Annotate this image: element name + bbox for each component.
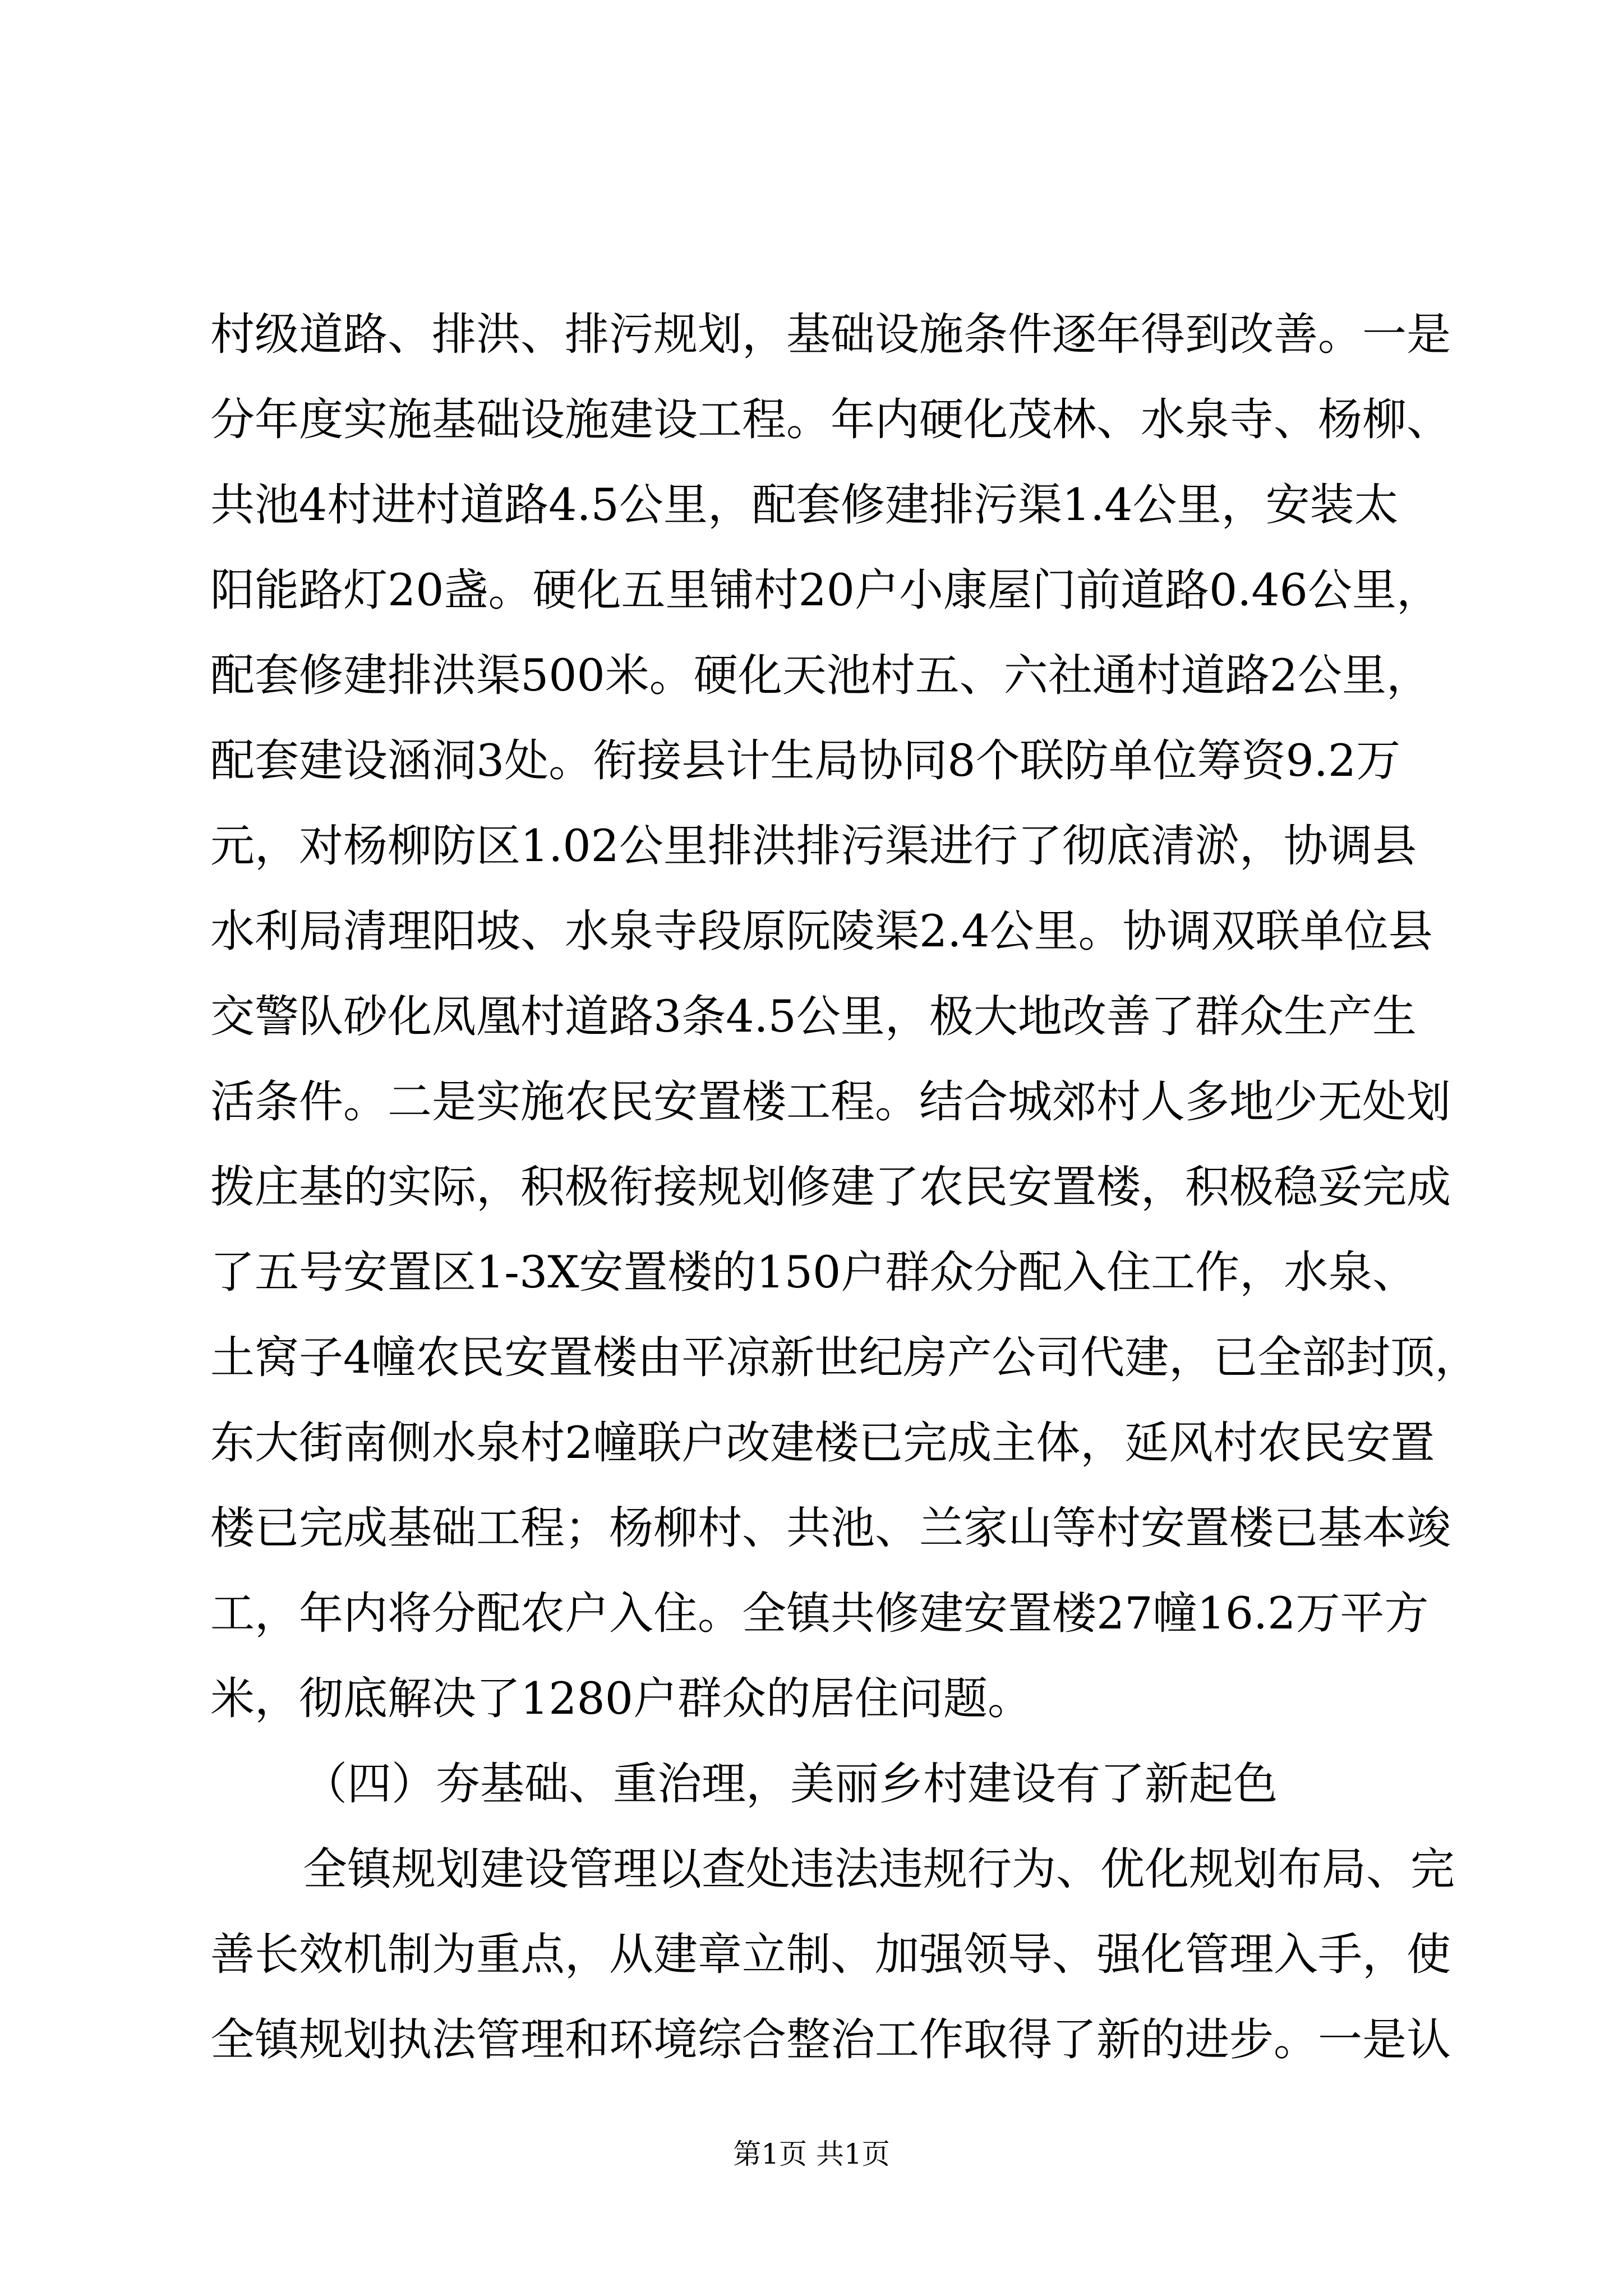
page-number-footer: 第1页 共1页 [733,2138,890,2170]
body-line-19: 全镇规划建设管理以查处违法违规行为、优化规划布局、完 [303,1843,1455,1895]
body-line-13: 土窝子4幢农民安置楼由平凉新世纪房产公司代建，已全部封顶， [210,1332,1479,1383]
body-line-15: 楼已完成基础工程；杨柳村、共池、兰家山等村安置楼已基本竣 [210,1502,1451,1554]
body-line-17: 米，彻底解决了1280户群众的居住问题。 [210,1673,1032,1724]
body-line-16: 工，年内将分配农户入住。全镇共修建安置楼27幢16.2万平方 [210,1588,1429,1639]
body-line-10: 活条件。二是实施农民安置楼工程。结合城郊村人多地少无处划 [210,1076,1451,1128]
body-line-20: 善长效机制为重点，从建章立制、加强领导、强化管理入手，使 [210,1929,1451,1980]
body-line-2: 分年度实施基础设施建设工程。年内硬化茂林、水泉寺、杨柳、 [210,394,1451,445]
body-line-11: 拨庄基的实际，积极衔接规划修建了农民安置楼，积极稳妥完成 [210,1161,1451,1213]
body-line-8: 水利局清理阳坡、水泉寺段原阮陵渠2.4公里。协调双联单位县 [210,905,1433,957]
body-line-6: 配套建设涵洞3处。衔接县计生局协同8个联防单位筹资9.2万 [210,735,1401,786]
body-line-1: 村级道路、排洪、排污规划，基础设施条件逐年得到改善。一是 [210,309,1451,360]
body-line-7: 元，对杨柳防区1.02公里排洪排污渠进行了彻底清淤，协调县 [210,820,1417,872]
body-line-21: 全镇规划执法管理和环境综合整治工作取得了新的进步。一是认 [210,2014,1451,2065]
body-line-9: 交警队砂化凤凰村道路3条4.5公里，极大地改善了群众生产生 [210,991,1417,1042]
body-line-4: 阳能路灯20盏。硬化五里铺村20户小康屋门前道路0.46公里， [210,564,1441,616]
body-line-5: 配套修建排洪渠500米。硬化天池村五、六社通村道路2公里， [210,650,1431,701]
section-heading: （四）夯基础、重治理，美丽乡村建设有了新起色 [303,1758,1278,1810]
body-line-3: 共池4村进村道路4.5公里，配套修建排污渠1.4公里，安装太 [210,479,1399,531]
body-line-12: 了五号安置区1-3X安置楼的150户群众分配入住工作，水泉、 [210,1246,1417,1298]
body-line-14: 东大街南侧水泉村2幢联户改建楼已完成主体，延风村农民安置 [210,1417,1435,1469]
